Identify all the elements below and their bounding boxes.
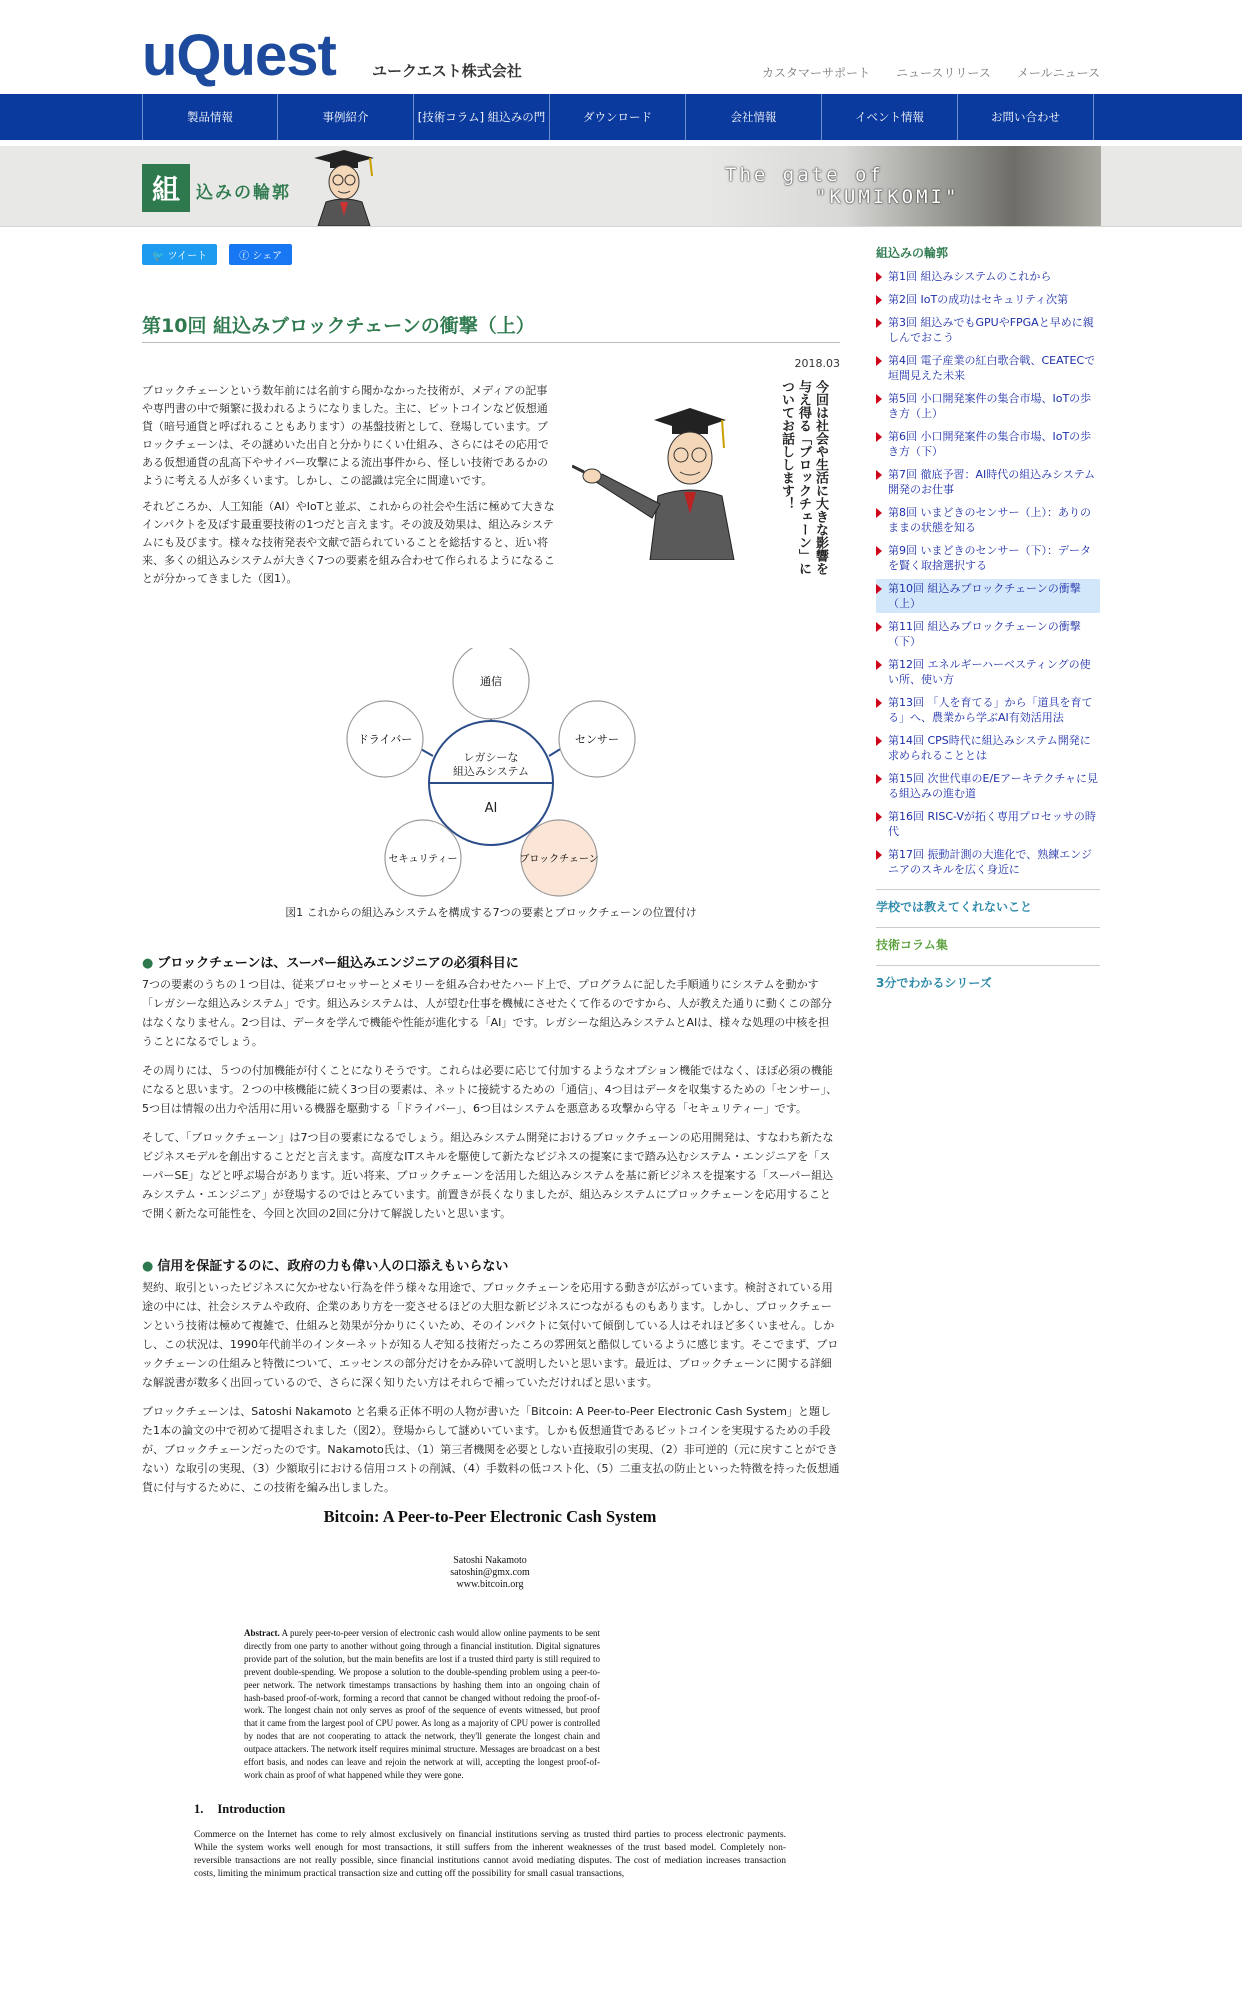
node-blockchain: ブロックチェーン [519, 854, 599, 865]
article-intro [142, 382, 840, 640]
nav-item-download[interactable]: ダウンロード [550, 94, 686, 140]
series-banner [0, 146, 1242, 227]
body-paragraph: その周りには、５つの付加機能が付くことになりそうです。これらは必要に応じて付加するようなオプション機能ではなく、ほぼ必須の機能になると思います。２つの中核機能に続く3つ目の要素は、ネットに接続するための「通信」、4つ目はデータを収集するための「センサー」、5つ目は情報の出力や活用に用いる機器を駆動する「ドライバー」、6つ目はシステムを悪意ある攻撃から守る「セキュリティー」です。 [142, 1064, 838, 1115]
facebook-share-button[interactable]: ⓕ シェア [229, 244, 292, 265]
sidebar-item-label: 第5回 小口開発案件の集合市場、IoTの歩き方（上） [888, 392, 1092, 420]
red-arrow-icon [876, 432, 882, 442]
paper-email: satoshin@gmx.com [450, 1567, 530, 1578]
sidebar-item-label: 第10回 組込みブロックチェーンの衝撃（上） [888, 582, 1081, 610]
figure-1 [142, 648, 840, 920]
red-arrow-icon [876, 736, 882, 746]
banner-en-line2: "KUMIKOMI" [815, 186, 960, 208]
sidebar-item[interactable] [876, 807, 1100, 841]
nav-item-contact[interactable]: お問い合わせ [958, 94, 1094, 140]
sidebar-item[interactable] [876, 313, 1100, 347]
intro-paragraph: ブロックチェーンという数年前には名前すら聞かなかった技術が、メディアの記事や専門書の中で頻繁に扱われるようになりました。主に、ビットコインなど仮想通貨（暗号通貨と呼ばれることもあります）の基盤技術として、登場しています。ブロックチェーンは、その謎めいた出自と分かりにくい仕組み、さらにはその応用である仮想通貨の乱高下やサイバー攻撃による流出事件から、怪しい技術であるかのように考える人が多くいます。しかし、この認識は完全に間違いです。 [142, 384, 549, 487]
paper-intro-text: Commerce on the Internet has come to rely almost exclusively on financial institutions serving as trusted third parties to process electronic payments. While the system works well enough for most transactions, it still suffers from the inherent weaknesses of the trust based model. Completely non-reversible transactions are not really possible, since financial institutions cannot avoid mediating disputes. The cost of mediation increases transaction costs, limiting the minimum practical transaction size and cutting off the possibility for small casual transactions, [194, 1829, 786, 1879]
red-arrow-icon [876, 774, 882, 784]
sidebar-item[interactable] [876, 579, 1100, 613]
banner-en-line1: The gate of [725, 164, 884, 186]
sidebar-item[interactable] [876, 655, 1100, 689]
sidebar-item-label: 第4回 電子産業の紅白歌合戦、CEATECで垣間見えた未来 [888, 354, 1096, 382]
red-arrow-icon [876, 698, 882, 708]
social-buttons [142, 244, 840, 265]
paper-title: Bitcoin: A Peer-to-Peer Electronic Cash System [323, 1507, 657, 1526]
top-links [762, 64, 1100, 81]
sidebar-item[interactable] [876, 845, 1100, 879]
node-security: セキュリティー [388, 854, 458, 865]
red-arrow-icon [876, 318, 882, 328]
tweet-label: ツイート [167, 251, 208, 262]
tweet-button[interactable]: 🐦 ツイート [142, 244, 217, 265]
sidebar [876, 244, 1100, 1003]
red-arrow-icon [876, 546, 882, 556]
sidebar-item[interactable] [876, 541, 1100, 575]
sidebar-item-label: 第7回 徹底予習：AI時代の組込みシステム開発のお仕事 [888, 468, 1096, 496]
article-title: 第10回 組込みブロックチェーンの衝撃（上） [142, 311, 840, 343]
red-arrow-icon [876, 295, 882, 305]
sidebar-item-label: 第2回 IoTの成功はセキュリティ次第 [888, 293, 1069, 306]
paper-url: www.bitcoin.org [456, 1579, 524, 1590]
red-arrow-icon [876, 812, 882, 822]
red-arrow-icon [876, 394, 882, 404]
sidebar-item[interactable] [876, 351, 1100, 385]
sidebar-heading[interactable]: 組込みの輪郭 [876, 246, 949, 260]
paper-abstract [244, 1627, 600, 1782]
sidebar-item-label: 第1回 組込みシステムのこれから [888, 270, 1052, 283]
node-sensor: センサー [575, 733, 619, 746]
sidebar-item[interactable] [876, 731, 1100, 765]
top-link-support[interactable]: カスタマーサポート [762, 66, 871, 80]
node-communication: 通信 [480, 675, 502, 688]
body-paragraph: そして、「ブロックチェーン」は7つ目の要素になるでしょう。組込みシステム開発におけるブロックチェーンの応用開発は、すなわち新たなビジネスモデルを創出することだと言えます。高度なITスキルを駆使して新たなビジネスの提案にまで踏み込むシステム・エンジニアを「スーパーSE」などと呼ぶ場合があります。近い将来、ブロックチェーンを活用した組込みシステムを基に新ビジネスを提案する「スーパー組込みシステム・エンジニア」が登場するのではとみています。前置きが長くなりましたが、組込みシステムにブロックチェーンを応用することで開く新たな可能性を、今回と次回の2回に分けて解説したいと思います。 [142, 1131, 834, 1220]
paper-abstract-label: Abstract. [244, 1628, 280, 1638]
nav-item-cases[interactable]: 事例紹介 [278, 94, 414, 140]
section-heading: ● 信用を保証するのに、政府の力も偉い人の口添えもいらない [142, 1259, 509, 1274]
center-label-ai: AI [484, 801, 498, 816]
sidebar-item-label: 第16回 RISC-Vが拓く専用プロセッサの時代 [888, 810, 1096, 838]
banner-title: 込みの輪郭 [196, 183, 291, 203]
bitcoin-paper-image [194, 1507, 786, 1881]
red-arrow-icon [876, 850, 882, 860]
banner-teacher-illustration [306, 146, 382, 226]
sidebar-item-label: 第6回 小口開発案件の集合市場、IoTの歩き方（下） [888, 430, 1092, 458]
site-logo[interactable]: uQuest [142, 23, 336, 88]
nav-item-events[interactable]: イベント情報 [822, 94, 958, 140]
section-heading-text: ブロックチェーンは、スーパー組込みエンジニアの必須科目に [157, 956, 519, 971]
red-arrow-icon [876, 622, 882, 632]
sidebar-item-label: 第14回 CPS時代に組込みシステム開発に求められることとは [888, 734, 1091, 762]
center-label-legacy-2: 組込みシステム [453, 765, 529, 778]
sidebar-item[interactable] [876, 693, 1100, 727]
paper-section-number: 1. [194, 1801, 204, 1816]
red-arrow-icon [876, 356, 882, 366]
sidebar-link-school[interactable]: 学校では教えてくれないこと [876, 889, 1100, 927]
article-body [142, 952, 840, 1497]
paper-section-heading [194, 1802, 786, 1817]
red-arrow-icon [876, 470, 882, 480]
article [142, 244, 840, 1881]
sidebar-link-tech-columns[interactable]: 技術コラム集 [876, 927, 1100, 965]
figure-1-caption: 図1 これからの組込みシステムを構成する7つの要素とブロックチェーンの位置付け [285, 906, 697, 919]
sidebar-link-3min-series[interactable]: 3分でわかるシリーズ [876, 965, 1100, 1003]
teacher-pointing-illustration [572, 400, 782, 560]
paper-section-title: Introduction [217, 1801, 286, 1816]
sidebar-item-label: 第11回 組込みブロックチェーンの衝撃（下） [888, 620, 1081, 648]
center-label-legacy: レガシーな [463, 751, 519, 764]
red-arrow-icon [876, 508, 882, 518]
node-driver: ドライバー [357, 733, 413, 746]
body-paragraph: ブロックチェーンは、Satoshi Nakamoto と名乗る正体不明の人物が書いた「Bitcoin: A Peer-to-Peer Electronic Cash System」と題した1本の論文の中で初めて提唱されました（図2）。登場からして謎めいています。しかも仮想通貨であるビットコインを実現するための手段が、ブロックチェーンだったのです。Nakamoto氏は、（1）第三者機関を必要としない直接取引の実現、（2）非可逆的（元に戻すことができない）な取引の実現、（3）少額取引における信用コストの削減、（4）手数料の低コスト化、（5）二重支払の防止といった特徴を持った仮想通貨に付与するために、この技術を編み出しました。 [142, 1405, 840, 1494]
body-paragraph: 7つの要素のうちの１つ目は、従来プロセッサーとメモリーを組み合わせたハード上で、プログラムに記した手順通りにシステムを動かす「レガシーな組込みシステム」です。組込みシステムは、人が望む仕事を機械にさせたくて作るのですから、人が教えた通りに動くこの部分はなくなりません。2つ目は、データを学んで機能や性能が進化する「AI」です。レガシーな組込みシステムとAIは、様々な処理の中核を担うことになるでしょう。 [142, 978, 832, 1048]
paper-author: Satoshi Nakamoto [453, 1555, 527, 1566]
sidebar-item[interactable] [876, 465, 1100, 499]
sidebar-article-list [876, 267, 1100, 879]
sidebar-item[interactable] [876, 389, 1100, 423]
section-heading: ● ブロックチェーンは、スーパー組込みエンジニアの必須科目に [142, 956, 519, 971]
sidebar-item-label: 第15回 次世代車のE/Eアーキテクチャに見る組込みの進む道 [888, 772, 1098, 800]
sidebar-item[interactable] [876, 617, 1100, 651]
intro-paragraph: それどころか、人工知能（AI）やIoTと並ぶ、これからの社会や生活に極めて大きなインパクトを及ぼす最重要技術の1つだと言えます。その波及効果は、組込みシステムにも及びます。様々な技術発表や文献で語られていることを総括すると、近い将来、多くの組込みシステムが大きく7つの要素を組み合わせて作られるようになることが分かってきました（図1）。 [142, 500, 555, 585]
banner-kanji-badge: 組 [142, 164, 190, 212]
nav-item-products[interactable]: 製品情報 [142, 94, 278, 140]
sidebar-item-label: 第9回 いまどきのセンサー（下）：データを賢く取捨選択する [888, 544, 1091, 572]
paper-abstract-text: A purely peer-to-peer version of electronic cash would allow online payments to be sent directly from one party to another without going through a financial institution. Digital signatures provide part of the solution, but the main benefits are lost if a trusted third party is still required to prevent double-spending. We propose a solution to the double-spending problem using a peer-to-peer network. The network timestamps transactions by hashing them into an ongoing chain of hash-based proof-of-work, forming a record that cannot be changed without redoing the proof-of-work. The longest chain not only serves as proof of the sequence of events witnessed, but proof that it came from the largest pool of CPU power. As long as a majority of CPU power is controlled by nodes that are not cooperating to attack the network, they'll generate the longest chain and outpace attackers. The network itself requires minimal structure. Messages are broadcast on a best effort basis, and nodes can leave and rejoin the network at will, accepting the longest proof-of-work chain as proof of what happened while they were gone. [244, 1628, 601, 1780]
nav-item-column[interactable]: [技術コラム] 組込みの門 [414, 94, 550, 140]
share-label: シェア [252, 251, 283, 262]
sidebar-item-label: 第17回 振動計測の大進化で、熟練エンジニアのスキルを広く身近に [888, 848, 1092, 876]
red-arrow-icon [876, 660, 882, 670]
sidebar-item-label: 第13回 「人を育てる」から「道具を育てる」へ、農業から学ぶAI有効活用法 [888, 696, 1093, 724]
sidebar-item-label: 第3回 組込みでもGPUやFPGAと早めに親しんでおこう [888, 316, 1094, 344]
article-date: 2018.03 [794, 357, 840, 370]
nav-item-company[interactable]: 会社情報 [686, 94, 822, 140]
sidebar-item[interactable] [876, 503, 1100, 537]
company-name: ユークエスト株式会社 [372, 62, 522, 80]
section-heading-text: 信用を保証するのに、政府の力も偉い人の口添えもいらない [157, 1259, 509, 1274]
sidebar-item[interactable] [876, 769, 1100, 803]
callout-vertical-text: 今回は社会や生活に大きな影響を与え得る「ブロックチェーン」についてお話しします！ [779, 380, 828, 575]
sidebar-item[interactable] [876, 290, 1100, 309]
red-arrow-icon [876, 272, 882, 282]
seven-elements-diagram [341, 648, 641, 898]
banner-english-title [725, 164, 959, 208]
red-arrow-icon [876, 584, 882, 594]
site-header [0, 0, 1242, 94]
top-link-news-release[interactable]: ニュースリリース [896, 66, 991, 80]
sidebar-item[interactable] [876, 427, 1100, 461]
main-nav [0, 94, 1242, 140]
paper-author-block [194, 1555, 786, 1591]
sidebar-item[interactable] [876, 267, 1100, 286]
top-link-mail-news[interactable]: メールニュース [1016, 66, 1100, 80]
sidebar-item-label: 第12回 エネルギーハーベスティングの使い所、使い方 [888, 658, 1091, 686]
body-paragraph: 契約、取引といったビジネスに欠かせない行為を伴う様々な用途で、ブロックチェーンを応用する動きが広がっています。検討されている用途の中には、社会システムや政府、企業のあり方を一変させるほどの大胆な新ビジネスにつながるものもあります。しかし、ブロックチェーンという技術は極めて複雑で、仕組みと効果が分かりにくいため、そのインパクトに気付いて傾倒している人はそれほど多くいません。しかし、この状況は、1990年代前半のインターネットが知る人ぞ知る技術だったころの雰囲気と酷似しているように感じます。そこでまず、ブロックチェーンの仕組みと特徴について、エッセンスの部分だけをかみ砕いて説明したいと思います。最近は、ブロックチェーンに関する詳細な解説書が数多く出回っているので、さらに深く知りたい方はそれらで補っていただければと思います。 [142, 1281, 839, 1389]
sidebar-item-label: 第8回 いまどきのセンサー（上）：ありのままの状態を知る [888, 506, 1091, 534]
